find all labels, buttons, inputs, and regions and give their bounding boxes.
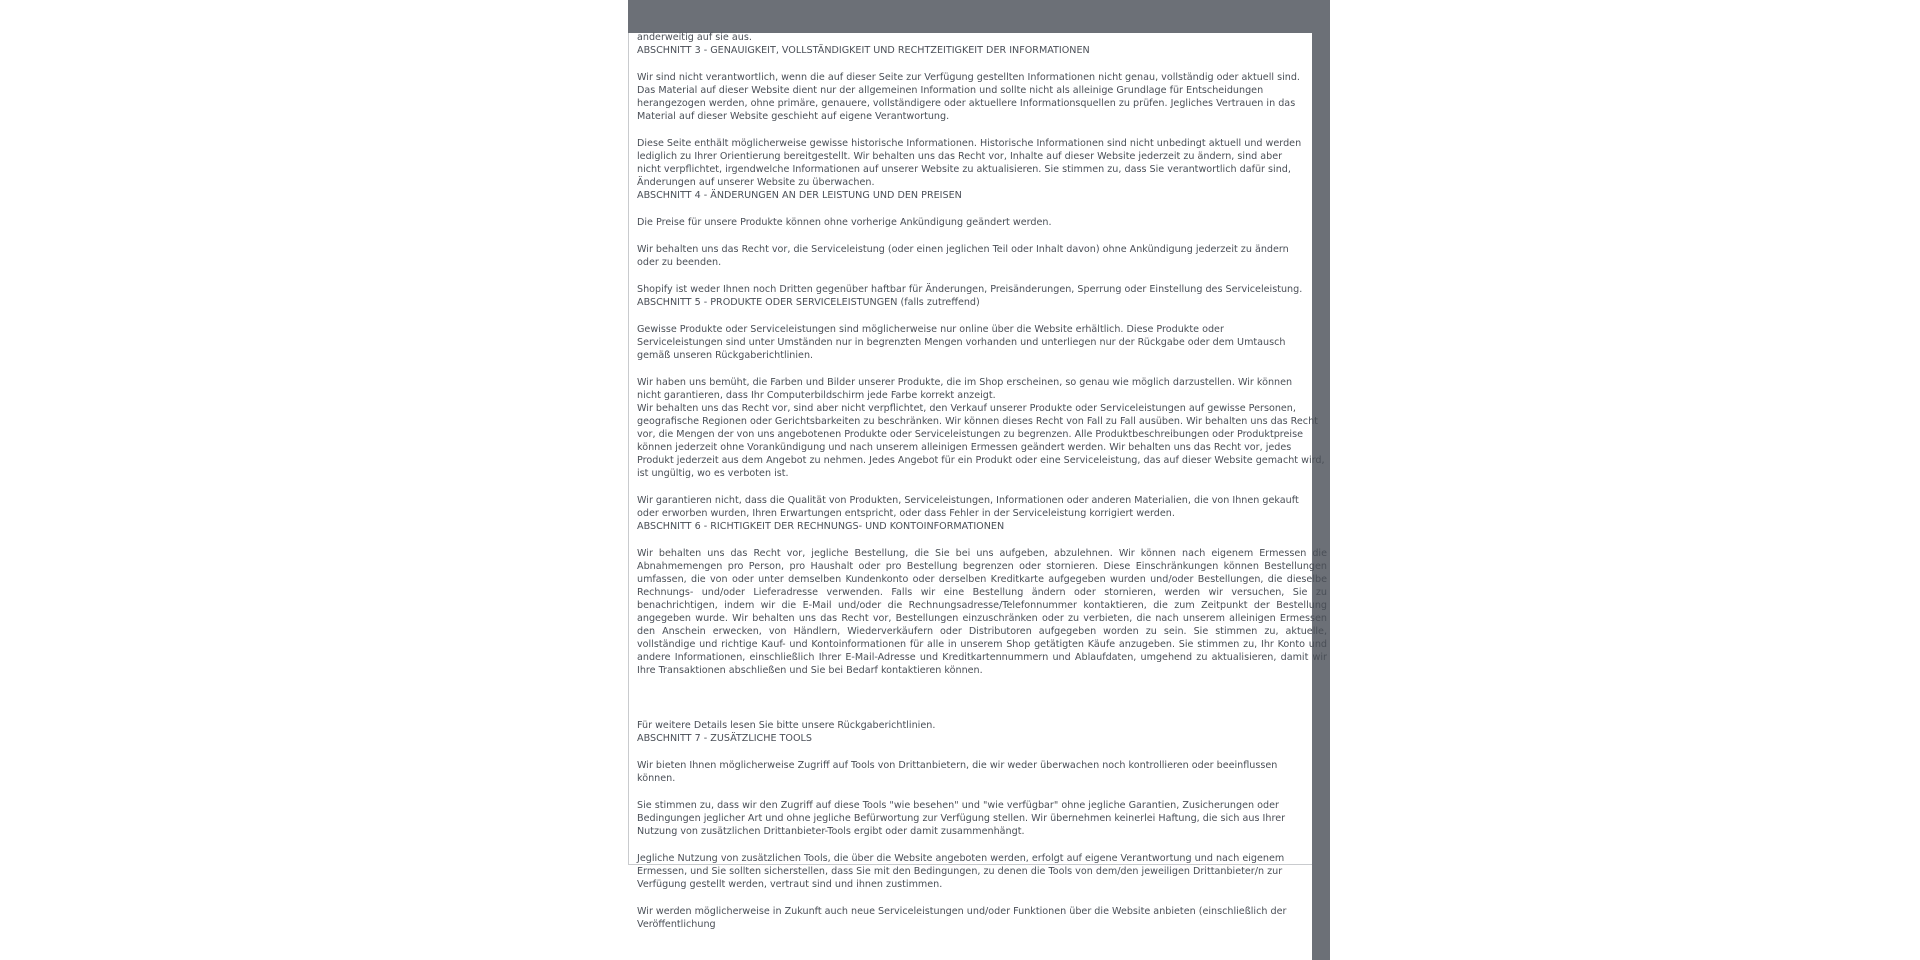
section-3-paragraph-1: Wir sind nicht verantwortlich, wenn die auf dieser Seite zur Verfügung gestellten Informationen nicht genau, vollständig oder aktuell sind. Das Material auf dieser Website dient nur der allgemeinen Information und sollte nicht als alleinige Grundlage für Entscheidungen herangezogen werden, ohne primäre, genauere, vollständigere oder aktuellere Informationsquellen zu prüfen. Jegliches Vertrauen in das Material auf dieser Website geschieht auf eigene Verantwortung. [637,72,1300,122]
section-5-paragraph-3: Wir behalten uns das Recht vor, sind aber nicht verpflichtet, den Verkauf unserer Produkte oder Serviceleistungen auf gewisse Personen, geografische Regionen oder Gerichtsbarkeiten zu beschränken. Wir können dieses Recht von Fall zu Fall ausüben. Wir behalten uns das Recht vor, die Mengen der von uns angebotenen Produkte oder Serviceleistungen zu begrenzen. Alle Produktbeschreibungen oder Produktpreise können jederzeit ohne Vorankündigung und nach unserem alleinigen Ermessen geändert werden. Wir behalten uns das Recht vor, jedes Produkt jederzeit aus dem Angebot zu nehmen. Jedes Angebot für ein Produkt oder eine Serviceleistung, das auf dieser Website gemacht wird, ist ungültig, wo es verboten ist. [637,403,1325,479]
section-4-paragraph-2: Wir behalten uns das Recht vor, die Serviceleistung (oder einen jeglichen Teil oder Inhalt davon) ohne Ankündigung jederzeit zu ändern oder zu beenden. [637,244,1289,268]
section-5-paragraph-4: Wir garantieren nicht, dass die Qualität von Produkten, Serviceleistungen, Informationen oder anderen Materialien, die von Ihnen gekauft oder erworben wurden, Ihren Erwartungen entspricht, oder dass Fehler in der Serviceleistung korrigiert werden. [637,495,1299,519]
section-7-paragraph-4: Wir werden möglicherweise in Zukunft auch neue Serviceleistungen und/oder Funktionen über die Website anbieten (einschließlich der Veröffentlichung [637,906,1287,930]
section-5-paragraph-2: Wir haben uns bemüht, die Farben und Bilder unserer Produkte, die im Shop erscheinen, so genau wie möglich darzustellen. Wir können nicht garantieren, dass Ihr Computerbildschirm jede Farbe korrekt anzeigt. [637,377,1293,401]
spacer [637,691,1337,719]
section-4-paragraph-1: Die Preise für unsere Produkte können ohne vorherige Ankündigung geändert werden. [637,217,1052,228]
section-4-heading: ABSCHNITT 4 - ÄNDERUNGEN AN DER LEISTUNG UND DEN PREISEN [637,190,962,201]
section-5-paragraph-1: Gewisse Produkte oder Serviceleistungen sind möglicherweise nur online über die Website erhältlich. Diese Produkte oder Serviceleistungen sind unter Umständen nur in begrenzten Mengen vorhanden und unterliegen nur der Rückgabe oder dem Umtausch gemäß unseren Rückgaberichtlinien. [637,324,1286,361]
section-5-heading: ABSCHNITT 5 - PRODUKTE ODER SERVICELEISTUNGEN (falls zutreffend) [637,297,980,308]
paragraph-top: anderweitig auf sie aus. [637,32,752,43]
top-bar [628,0,1330,33]
section-6-heading: ABSCHNITT 6 - RICHTIGKEIT DER RECHNUNGS- UND KONTOINFORMATIONEN [637,521,1005,532]
section-7-paragraph-1: Wir bieten Ihnen möglicherweise Zugriff auf Tools von Drittanbietern, die wir weder überwachen noch kontrollieren oder beeinflussen können. [637,760,1278,784]
section-7-heading: ABSCHNITT 7 - ZUSÄTZLICHE TOOLS [637,733,812,744]
section-3-paragraph-2: Diese Seite enthält möglicherweise gewisse historische Informationen. Historische Informationen sind nicht unbedingt aktuell und werden lediglich zu Ihrer Orientierung bereitgestellt. Wir behalten uns das Recht vor, Inhalte auf dieser Website jederzeit zu ändern, sind aber nicht verpflichtet, irgendwelche Informationen auf unserer Website zu aktualisieren. Sie stimmen zu, dass Sie verantwortlich dafür sind, Änderungen auf unserer Website zu überwachen. [637,138,1302,188]
document-panel [628,32,1327,930]
section-4-paragraph-3: Shopify ist weder Ihnen noch Dritten gegenüber haftbar für Änderungen, Preisänderungen, Sperrung oder Einstellung des Serviceleistung. [637,284,1303,295]
section-6-paragraph-2: Für weitere Details lesen Sie bitte unsere Rückgaberichtlinien. [637,720,936,731]
section-3-heading: ABSCHNITT 3 - GENAUIGKEIT, VOLLSTÄNDIGKEIT UND RECHTZEITIGKEIT DER INFORMATIONEN [637,45,1090,56]
document-scroll-area[interactable] [637,31,1337,930]
section-6-paragraph-1: Wir behalten uns das Recht vor, jegliche Bestellung, die Sie bei uns aufgeben, abzulehnen. Wir können nach eigenem Ermessen die Abnahmemengen pro Person, pro Haushalt oder pro Bestellung begrenzen oder stornieren. Diese Einschränkungen können Bestellungen umfassen, die von oder unter demselben Kundenkonto oder derselben Kreditkarte aufgegeben wurden und/oder Bestellungen, die dieselbe Rechnungs- und/oder Lieferadresse verwenden. Falls wir eine Bestellung ändern oder stornieren, werden wir versuchen, Sie zu benachrichtigen, indem wir die E-Mail und/oder die Rechnungsadresse/Telefonnummer kontaktieren, die zum Zeitpunkt der Bestellung angegeben wurde. Wir behalten uns das Recht vor, Bestellungen einzuschränken oder zu verbieten, die nach unserem alleinigen Ermessen den Anschein erwecken, von Händlern, Wiederverkäufern oder Distributoren aufgegeben worden zu sein. Sie stimmen zu, aktuelle, vollständige und richtige Kauf- und Kontoinformationen für alle in unserem Shop getätigten Käufe anzugeben. Sie stimmen zu, Ihr Konto und andere Informationen, einschließlich Ihrer E-Mail-Adresse und Kreditkartennummern und Ablaufdaten, umgehend zu aktualisieren, damit wir Ihre Transaktionen abschließen und Sie bei Bedarf kontaktieren können. [637,548,1327,676]
section-7-paragraph-2: Sie stimmen zu, dass wir den Zugriff auf diese Tools "wie besehen" und "wie verfügbar" ohne jegliche Garantien, Zusicherungen oder Bedingungen jeglicher Art und ohne jegliche Befürwortung zur Verfügung stellen. Wir übernehmen keinerlei Haftung, die sich aus Ihrer Nutzung von zusätzlichen Drittanbieter-Tools ergibt oder damit zusammenhängt. [637,800,1286,837]
section-7-paragraph-3: Jegliche Nutzung von zusätzlichen Tools, die über die Website angeboten werden, erfolgt auf eigene Verantwortung und nach eigenem Ermessen, und Sie sollten sicherstellen, dass Sie mit den Bedingungen, zu denen die Tools von dem/den jeweiligen Drittanbieter/n zur Verfügung gestellt werden, vertraut sind und ihnen zustimmen. [637,853,1285,890]
